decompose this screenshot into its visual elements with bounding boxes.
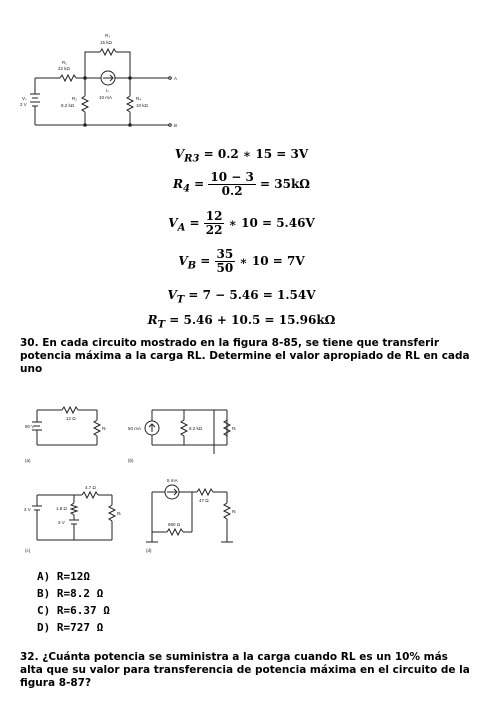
label-r1-value: 22 kΩ bbox=[58, 66, 70, 71]
circuit-b-rl: Rₗ bbox=[232, 426, 236, 431]
circuit-diagram-top bbox=[20, 28, 190, 133]
circuit-b-label: (b) bbox=[128, 458, 134, 463]
circuit-d-resistor-1: 47 Ω bbox=[199, 498, 209, 503]
label-is-value: 10 mA bbox=[99, 95, 113, 100]
circuit-d-rl: Rₗ bbox=[232, 509, 236, 514]
circuit-c-voltage-2: 3 V bbox=[58, 520, 65, 525]
equation-va: $V_A$ = $\frac{12}{22}$ ∗ 10 = 5.46V bbox=[168, 209, 315, 237]
option-c[interactable]: C) R=6.37 Ω bbox=[37, 604, 110, 617]
question-32-text: 32. ¿Cuánta potencia se suministra a la carga cuando RL es un 10% más alta que su valor para transferencia de potencia máxima en el circuito de la figura 8-87? bbox=[20, 651, 470, 689]
circuit-c-voltage-1: 2 V bbox=[24, 507, 31, 512]
option-d[interactable]: D) R=727 Ω bbox=[37, 621, 104, 634]
label-is: Iₛ bbox=[106, 88, 109, 93]
label-vs: Vₛ bbox=[22, 96, 27, 101]
circuits-figure-8-85 bbox=[22, 400, 262, 555]
equation-vr3: $V_{R3} = 0.2$ ∗ 15 = 3V bbox=[174, 147, 309, 165]
circuit-a-voltage: 80 V bbox=[25, 424, 35, 429]
circuit-a-label: (a) bbox=[25, 458, 31, 463]
question-30-text: 30. En cada circuito mostrado en la figura 8-85, se tiene que transferir potencia máxima a la carga RL. Determine el valor apropiado de RL en cada uno bbox=[20, 337, 470, 375]
circuit-d-label: (d) bbox=[146, 548, 152, 553]
option-a[interactable]: A) R=12Ω bbox=[37, 570, 90, 583]
equation-rt: $R_T = 5.46 + 10.5 = 15.96k\Omega$ bbox=[147, 313, 336, 331]
label-r4: R₄ bbox=[136, 96, 142, 101]
circuit-c-resistor-1: 4.7 Ω bbox=[85, 485, 96, 490]
node-b-label: B bbox=[174, 123, 178, 128]
circuit-b-resistor: 8.2 kΩ bbox=[189, 426, 203, 431]
circuit-d-resistor-2: 680 Ω bbox=[168, 522, 181, 527]
equation-r4: $R_4$ = $\frac{10 - 3}{0.2}$ = 35kΩ bbox=[173, 170, 310, 198]
equation-vt: $V_T = 7 - 5.46 = 1.54V$ bbox=[167, 288, 316, 306]
label-r1: R₁ bbox=[62, 60, 67, 65]
circuit-c-label: (c) bbox=[25, 548, 31, 553]
circuit-d-current: 5 mA bbox=[167, 478, 178, 483]
label-r2-value: 8.2 kΩ bbox=[61, 103, 75, 108]
circuit-a-rl: Rₗ bbox=[102, 426, 106, 431]
label-r2: R₂ bbox=[72, 96, 77, 101]
equation-vb: $V_B$ = $\frac{35}{50}$ ∗ 10 = 7V bbox=[178, 247, 305, 275]
label-r3-value: 15 kΩ bbox=[100, 40, 112, 45]
circuit-c-resistor-2: 1.8 Ω bbox=[56, 506, 67, 511]
label-r3: R₃ bbox=[105, 33, 111, 38]
circuit-a-resistor: 12 Ω bbox=[66, 416, 76, 421]
option-b[interactable]: B) R=8.2 Ω bbox=[37, 587, 104, 600]
circuit-b-current: 50 mA bbox=[128, 426, 142, 431]
circuit-c-rl: Rₗ bbox=[117, 511, 121, 516]
label-r4-value: 10 kΩ bbox=[136, 103, 148, 108]
node-a-label: A bbox=[174, 76, 178, 81]
label-vs-value: 2 V bbox=[20, 102, 27, 107]
